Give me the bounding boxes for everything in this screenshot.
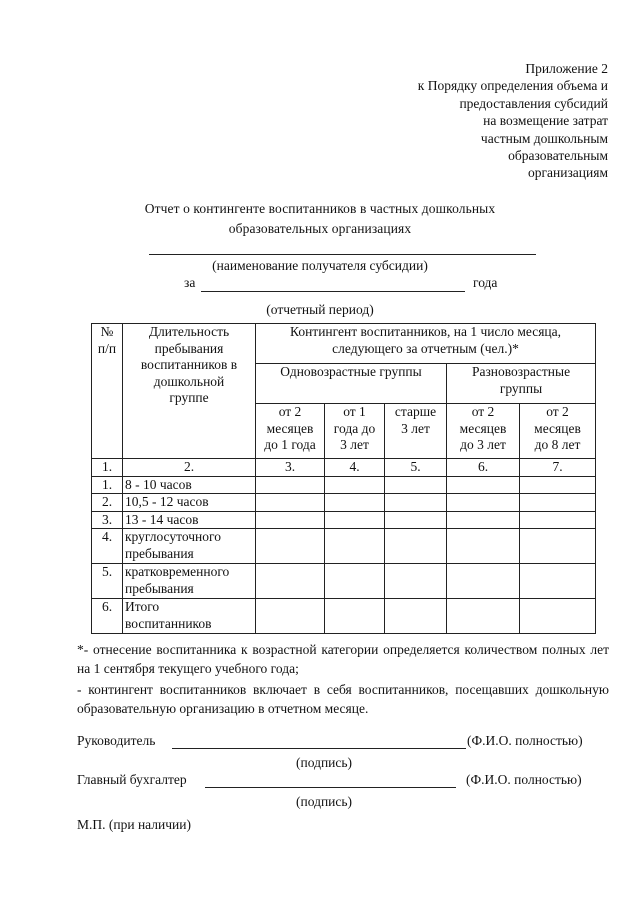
column-number: 3. xyxy=(256,459,325,477)
column-number: 6. xyxy=(447,459,520,477)
appendix-line: предоставления субсидий xyxy=(459,95,608,111)
table-row xyxy=(92,494,596,512)
footnote-contingent: - контингент воспитанников включает в себя воспитанников, посещавших дошкольную образовательную организацию в отчетном месяце. xyxy=(77,682,609,716)
table-row xyxy=(92,564,596,599)
column-number: 7. xyxy=(520,459,596,477)
row-number: 4. xyxy=(92,529,123,564)
data-cell xyxy=(520,511,596,529)
row-number: 3. xyxy=(92,511,123,529)
document-title xyxy=(0,199,640,239)
row-label: кратковременного пребывания xyxy=(123,564,256,599)
column-numbers-row xyxy=(92,459,596,477)
table-row xyxy=(92,511,596,529)
data-cell xyxy=(256,511,325,529)
data-cell xyxy=(447,494,520,512)
header-duration: Длительность пребывания воспитанников в дошкольной группе xyxy=(123,324,256,459)
header-mixed-2m-8y: от 2 месяцев до 8 лет xyxy=(520,404,596,459)
data-cell xyxy=(325,564,385,599)
header-age-2m-1y: от 2 месяцев до 1 года xyxy=(256,404,325,459)
row-label: круглосуточного пребывания xyxy=(123,529,256,564)
head-label: Руководитель xyxy=(77,733,156,748)
appendix-line: образовательным xyxy=(508,148,608,164)
data-cell xyxy=(520,476,596,494)
row-number: 5. xyxy=(92,564,123,599)
column-number: 2. xyxy=(123,459,256,477)
header-same-age-groups: Одновозрастные группы xyxy=(256,364,447,404)
appendix-line: на возмещение затрат xyxy=(483,113,608,129)
data-cell xyxy=(256,599,325,634)
appendix-line: организациям xyxy=(527,165,608,181)
period-prefix: за xyxy=(184,275,196,290)
appendix-header xyxy=(418,60,608,182)
data-cell xyxy=(447,529,520,564)
header-number: № п/п xyxy=(92,324,123,459)
row-number: 1. xyxy=(92,476,123,494)
row-label: Итого воспитанников xyxy=(123,599,256,634)
stamp-place: М.П. (при наличии) xyxy=(77,817,191,832)
recipient-caption: (наименование получателя субсидии) xyxy=(212,258,428,273)
accountant-signature-line xyxy=(205,787,456,788)
header-mixed-age-groups: Разновозрастные группы xyxy=(447,364,596,404)
row-label: 10,5 - 12 часов xyxy=(123,494,256,512)
title-line: Отчет о контингенте воспитанников в частных дошкольных xyxy=(144,201,496,216)
column-number: 4. xyxy=(325,459,385,477)
data-cell xyxy=(325,529,385,564)
data-cell xyxy=(325,599,385,634)
data-cell xyxy=(256,564,325,599)
header-contingent: Контингент воспитанников, на 1 число месяца, следующего за отчетным (чел.)* xyxy=(256,324,596,364)
head-name-caption: (Ф.И.О. полностью) xyxy=(467,733,583,748)
title-line: образовательных организациях xyxy=(228,221,412,236)
row-number: 2. xyxy=(92,494,123,512)
data-cell xyxy=(520,564,596,599)
footnotes xyxy=(77,640,609,718)
period-caption: (отчетный период) xyxy=(266,302,374,317)
recipient-name-line xyxy=(149,254,536,255)
period-line xyxy=(201,291,465,292)
row-number: 6. xyxy=(92,599,123,634)
data-cell xyxy=(325,494,385,512)
data-cell xyxy=(256,476,325,494)
column-number: 5. xyxy=(385,459,447,477)
data-cell xyxy=(256,529,325,564)
appendix-line: к Порядку определения объема и xyxy=(417,78,608,94)
data-cell xyxy=(520,529,596,564)
appendix-line: Приложение 2 xyxy=(525,61,608,76)
data-cell xyxy=(256,494,325,512)
data-cell xyxy=(385,599,447,634)
data-cell xyxy=(325,511,385,529)
accountant-name-caption: (Ф.И.О. полностью) xyxy=(466,772,582,787)
period-suffix: года xyxy=(473,275,498,290)
accountant-sign-caption: (подпись) xyxy=(296,794,353,809)
appendix-line: частным дошкольным xyxy=(480,130,608,146)
data-cell xyxy=(325,476,385,494)
data-cell xyxy=(385,476,447,494)
table-row xyxy=(92,599,596,634)
header-mixed-2m-3y: от 2 месяцев до 3 лет xyxy=(447,404,520,459)
data-cell xyxy=(447,599,520,634)
head-signature-line xyxy=(172,748,466,749)
data-cell xyxy=(520,599,596,634)
data-cell xyxy=(520,494,596,512)
row-label: 13 - 14 часов xyxy=(123,511,256,529)
data-cell xyxy=(385,529,447,564)
data-cell xyxy=(385,511,447,529)
table-row xyxy=(92,476,596,494)
table-row xyxy=(92,529,596,564)
accountant-label: Главный бухгалтер xyxy=(77,772,187,787)
column-number: 1. xyxy=(92,459,123,477)
footnote-age-category: *- отнесение воспитанника к возрастной категории определяется количеством полных лет на 1 сентября текущего учебного года; xyxy=(77,642,609,676)
data-cell xyxy=(385,564,447,599)
data-cell xyxy=(447,564,520,599)
head-sign-caption: (подпись) xyxy=(296,755,353,770)
data-cell xyxy=(385,494,447,512)
header-age-over-3y: старше 3 лет xyxy=(385,404,447,459)
header-age-1y-3y: от 1 года до 3 лет xyxy=(325,404,385,459)
data-cell xyxy=(447,511,520,529)
data-cell xyxy=(447,476,520,494)
row-label: 8 - 10 часов xyxy=(123,476,256,494)
contingent-table xyxy=(91,323,596,634)
